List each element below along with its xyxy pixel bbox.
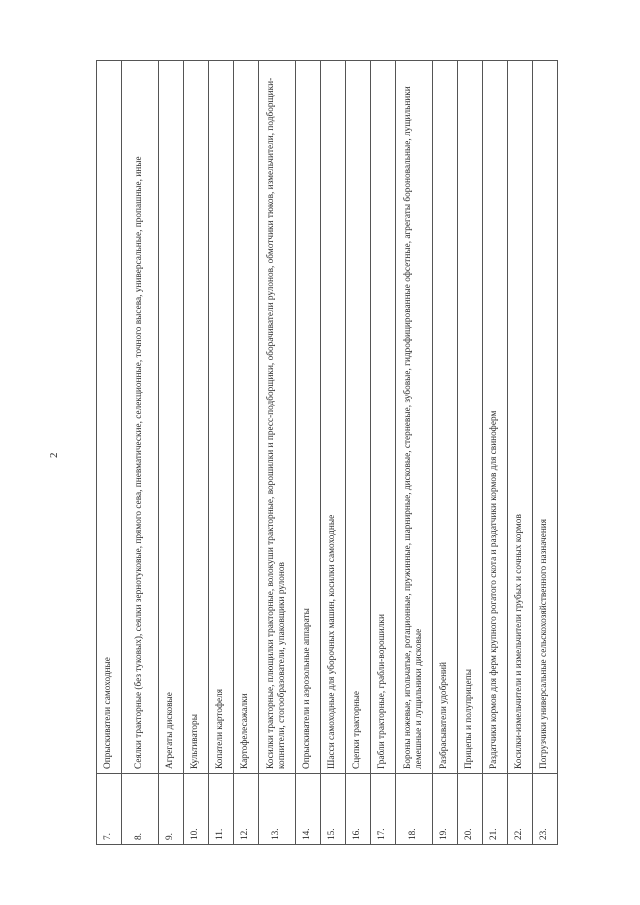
row-text: Шасси самоходные для уборочных машин, косилки самоходные bbox=[321, 61, 346, 774]
row-number: 23. bbox=[533, 774, 558, 845]
table-row bbox=[97, 61, 122, 845]
row-number: 13. bbox=[259, 774, 296, 845]
table-row bbox=[122, 61, 159, 845]
row-text: Копатели картофеля bbox=[209, 61, 234, 774]
table-row bbox=[234, 61, 259, 845]
row-number: 21. bbox=[483, 774, 508, 845]
table-row bbox=[396, 61, 433, 845]
row-text: Косилки тракторные, плющилки тракторные, волокуши тракторные, ворошилки и пресс-подборщики, оборачиватели рулонов, обмотчики тюков, измельчители, подборщики-копнители, стогообразователи, упаковщики рулонов bbox=[259, 61, 296, 774]
table-row bbox=[458, 61, 483, 845]
table-row bbox=[508, 61, 533, 845]
row-number: 9. bbox=[159, 774, 184, 845]
table-row bbox=[296, 61, 321, 845]
row-number: 17. bbox=[371, 774, 396, 845]
table-row bbox=[209, 61, 234, 845]
row-number: 20. bbox=[458, 774, 483, 845]
table-row bbox=[371, 61, 396, 845]
row-number: 7. bbox=[97, 774, 122, 845]
table-row bbox=[346, 61, 371, 845]
row-text: Агрегаты дисковые bbox=[159, 61, 184, 774]
row-text: Косилки-измельчители и измельчители грубых и сочных кормов bbox=[508, 61, 533, 774]
table-row bbox=[483, 61, 508, 845]
row-text: Погрузчики универсальные сельскохозяйственного назначения bbox=[533, 61, 558, 774]
row-number: 19. bbox=[433, 774, 458, 845]
row-text: Опрыскиватели самоходные bbox=[97, 61, 122, 774]
row-number: 14. bbox=[296, 774, 321, 845]
row-text: Бороны ножевые, игольчатые, ротационные, пружинные, шарнирные, дисковые, стерневые, зубовые, гидрофицированные офсетные, агрегаты бороновальные, лущильники лемешные и лущильники дисковые bbox=[396, 61, 433, 774]
table-row bbox=[259, 61, 296, 845]
row-number: 18. bbox=[396, 774, 433, 845]
row-text: Раздатчики кормов для ферм крупного рогатого скота и раздатчики кормов для свиноферм bbox=[483, 61, 508, 774]
row-number: 12. bbox=[234, 774, 259, 845]
row-number: 22. bbox=[508, 774, 533, 845]
row-text: Опрыскиватели и аэрозольные аппараты bbox=[296, 61, 321, 774]
page-number: 2 bbox=[48, 452, 60, 458]
row-text: Картофелесажалки bbox=[234, 61, 259, 774]
machinery-table bbox=[96, 60, 558, 845]
row-text: Сцепки тракторные bbox=[346, 61, 371, 774]
row-number: 15. bbox=[321, 774, 346, 845]
table-row bbox=[433, 61, 458, 845]
table-row bbox=[184, 61, 209, 845]
rotated-table-wrapper bbox=[96, 60, 550, 845]
table-row bbox=[321, 61, 346, 845]
row-number: 16. bbox=[346, 774, 371, 845]
row-number: 11. bbox=[209, 774, 234, 845]
row-text: Грабли тракторные, грабли-ворошилки bbox=[371, 61, 396, 774]
row-text: Сеялки тракторные (без туковых), сеялки зернотуковые, прямого сева, пневматические, селекционные, точного высева, универсальные, пропашные, иные bbox=[122, 61, 159, 774]
row-text: Разбрасыватели удобрений bbox=[433, 61, 458, 774]
table-row bbox=[533, 61, 558, 845]
row-number: 10. bbox=[184, 774, 209, 845]
row-number: 8. bbox=[122, 774, 159, 845]
table-row bbox=[159, 61, 184, 845]
row-text: Культиваторы bbox=[184, 61, 209, 774]
row-text: Прицепы и полуприцепы bbox=[458, 61, 483, 774]
